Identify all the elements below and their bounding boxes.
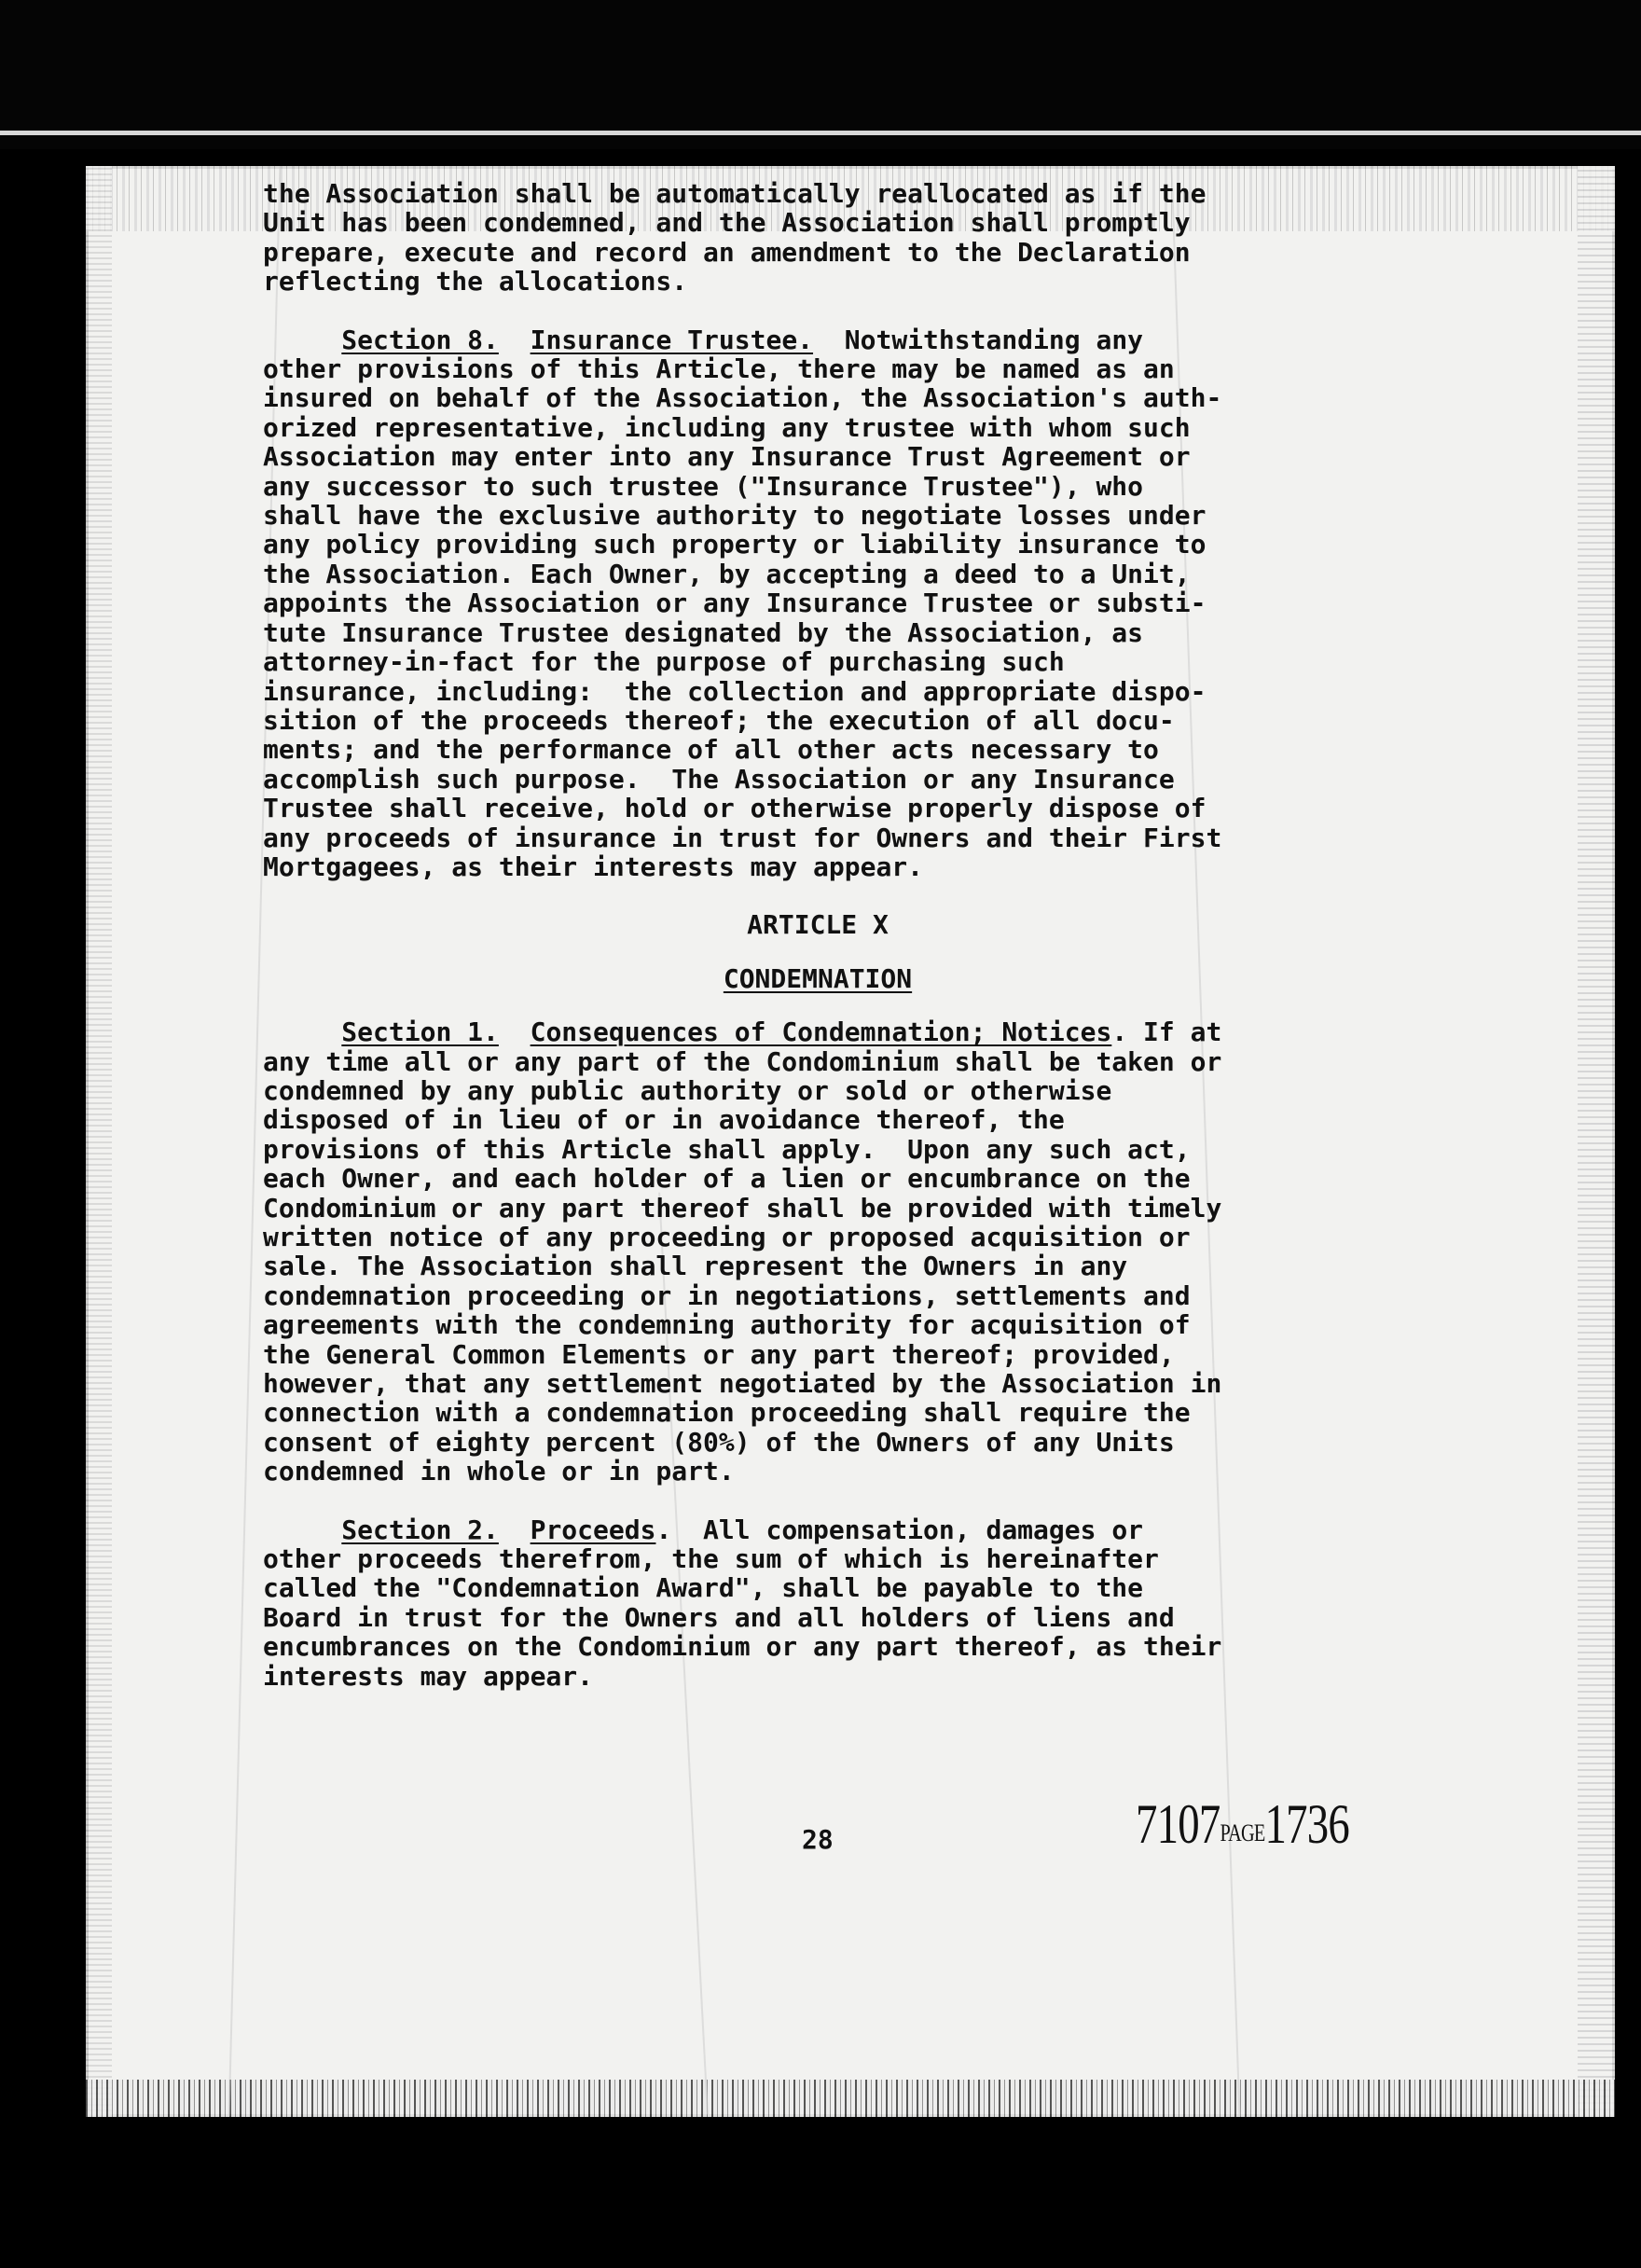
- text-line: condemnation proceeding or in negotiations, settlements and: [263, 1279, 1191, 1311]
- text-line: sale. The Association shall represent the Owners in any: [263, 1251, 1128, 1282]
- section-1-number: Section 1.: [341, 1016, 499, 1048]
- book-page-number: 1736: [1264, 1793, 1349, 1855]
- section-8-title: Insurance Trustee.: [530, 324, 814, 355]
- section-2-number: Section 2.: [341, 1514, 499, 1545]
- text-line: any proceeds of insurance in trust for Owners and their First: [263, 822, 1222, 853]
- section-2-paragraph: [263, 1515, 1456, 1691]
- text-line: other provisions of this Article, there may be named as an: [263, 353, 1175, 385]
- page-right-noise: [1578, 166, 1615, 2117]
- document-body: [263, 179, 1456, 1720]
- section-8-number: Section 8.: [341, 324, 499, 355]
- page-number: 28: [802, 1824, 834, 1855]
- text-line: reflecting the allocations.: [263, 266, 688, 297]
- text-line: written notice of any proceeding or proposed acquisition or: [263, 1222, 1191, 1252]
- section-8-paragraph: [263, 325, 1456, 882]
- article-heading: ARTICLE X: [747, 909, 889, 941]
- text-line: the Association. Each Owner, by accepting a deed to a Unit,: [263, 558, 1191, 589]
- text-line: ments; and the performance of all other acts necessary to: [263, 734, 1159, 766]
- text-line: provisions of this Article shall apply. Upon any such act,: [263, 1133, 1191, 1165]
- section-1-title: Consequences of Condemnation; Notices: [530, 1016, 1112, 1048]
- text-line: sition of the proceeds thereof; the execution of all docu-: [263, 704, 1175, 736]
- text-line: shall have the exclusive authority to negotiate losses under: [263, 500, 1207, 532]
- text-line: encumbrances on the Condominium or any part thereof, as their: [263, 1631, 1222, 1663]
- text-line: orized representative, including any trustee with whom such: [263, 411, 1191, 443]
- text-line: condemned by any public authority or sold or otherwise: [263, 1074, 1112, 1106]
- page-bottom-noise: [86, 2080, 1615, 2117]
- page-label: PAGE: [1220, 1819, 1265, 1846]
- text-line: any time all or any part of the Condominium shall be taken or: [263, 1045, 1222, 1077]
- text-line: prepare, execute and record an amendment to the Declaration: [263, 236, 1191, 268]
- text-line: connection with a condemnation proceeding shall require the: [263, 1397, 1191, 1429]
- text-line: Mortgagees, as their interests may appear.: [263, 850, 924, 882]
- text-line: insurance, including: the collection and appropriate dispo-: [263, 675, 1207, 707]
- text-line: Trustee shall receive, hold or otherwise properly dispose of: [263, 793, 1207, 824]
- section-2-title: Proceeds: [530, 1514, 656, 1545]
- scan-top-line: [0, 131, 1641, 135]
- article-title: CONDEMNATION: [723, 962, 913, 994]
- text-line: . If at: [1111, 1016, 1222, 1048]
- text-line: condemned in whole or in part.: [263, 1456, 735, 1487]
- text-line: any successor to such trustee ("Insurance Trustee"), who: [263, 470, 1144, 502]
- text-line: Board in trust for the Owners and all holders of liens and: [263, 1601, 1175, 1633]
- article-title-wrap: [263, 964, 1456, 993]
- opening-paragraph: [263, 179, 1456, 297]
- text-line: . All compensation, damages or: [655, 1514, 1144, 1545]
- text-line: Association may enter into any Insurance Trust Agreement or: [263, 441, 1191, 473]
- text-line: interests may appear.: [263, 1660, 594, 1692]
- text-line: Notwithstanding any: [813, 324, 1144, 355]
- text-line: attorney-in-fact for the purpose of purchasing such: [263, 646, 1065, 678]
- text-line: other proceeds therefrom, the sum of which is hereinafter: [263, 1543, 1159, 1575]
- text-line: tute Insurance Trustee designated by the Association, as: [263, 616, 1144, 648]
- text-line: Unit has been condemned, and the Association shall promptly: [263, 207, 1191, 239]
- text-line: insured on behalf of the Association, the Association's auth-: [263, 382, 1222, 414]
- text-line: accomplish such purpose. The Association or any Insurance: [263, 763, 1175, 795]
- text-line: Condominium or any part thereof shall be provided with timely: [263, 1192, 1222, 1224]
- text-line: called the "Condemnation Award", shall be payable to the: [263, 1572, 1144, 1604]
- text-line: however, that any settlement negotiated by the Association in: [263, 1368, 1222, 1400]
- text-line: agreements with the condemning authority for acquisition of: [263, 1309, 1191, 1341]
- section-1-paragraph: [263, 1017, 1456, 1487]
- text-line: consent of eighty percent (80%) of the Owners of any Units: [263, 1426, 1175, 1458]
- text-line: any policy providing such property or liability insurance to: [263, 529, 1207, 560]
- book-number: 7107: [1136, 1793, 1220, 1855]
- text-line: each Owner, and each holder of a lien or encumbrance on the: [263, 1163, 1191, 1195]
- page-left-noise: [86, 166, 112, 2117]
- text-line: the General Common Elements or any part thereof; provided,: [263, 1338, 1175, 1370]
- text-line: the Association shall be automatically reallocated as if the: [263, 178, 1207, 209]
- text-line: appoints the Association or any Insurance Trustee or substi-: [263, 588, 1207, 619]
- text-line: disposed of in lieu of or in avoidance thereof, the: [263, 1104, 1065, 1136]
- book-page-stamp: [1136, 1792, 1349, 1857]
- scan-top-border: [0, 0, 1641, 149]
